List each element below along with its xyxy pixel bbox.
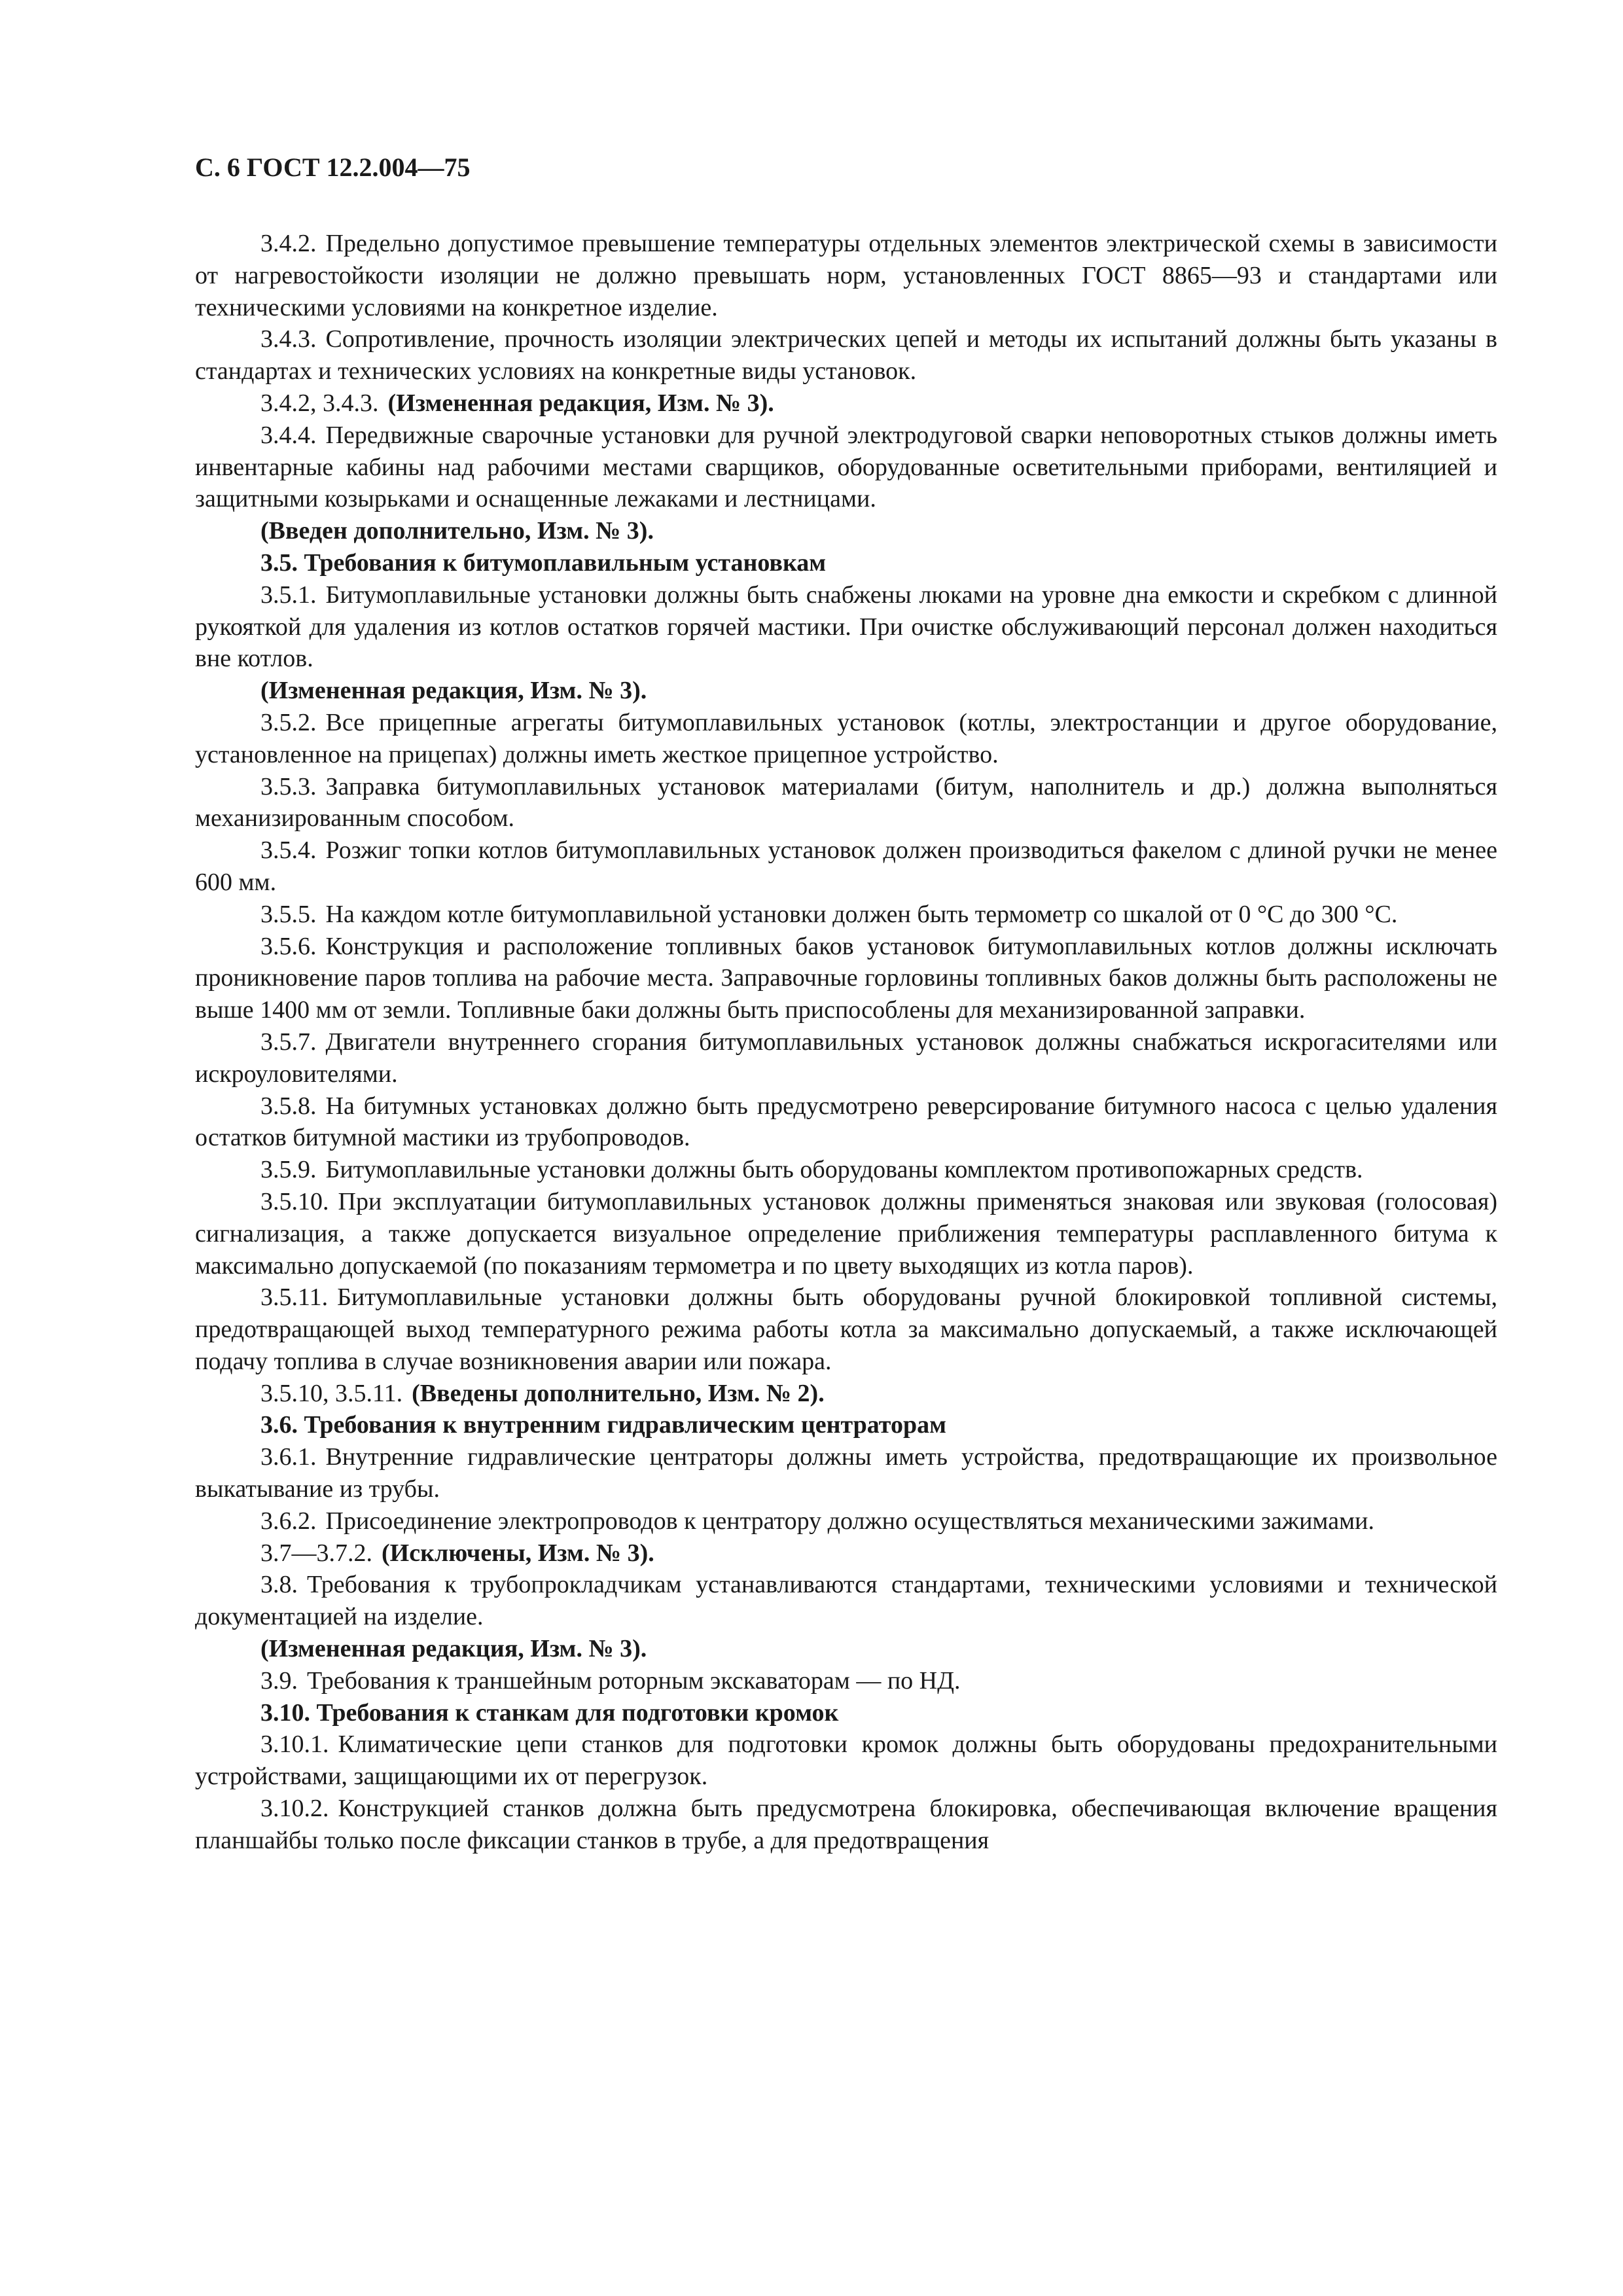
clause-text: Конструкция и расположение топливных баков установок битумоплавильных котлов должны исключать проникновение паров топлива на рабочие места. Заправочные горловины топливных баков должны быть расположены не выше 1400 мм от земли. Топливные баки должны быть приспособлены для механизированной заправки.	[195, 932, 1497, 1024]
section-heading-3-10	[195, 1697, 1497, 1729]
paragraph-3-5-11	[195, 1282, 1497, 1377]
clause-number: 3.5.9.	[260, 1156, 317, 1184]
section-heading-text: 3.5. Требования к битумоплавильным установкам	[260, 548, 827, 577]
clause-number: 3.5.11.	[260, 1283, 329, 1312]
amendment-note	[195, 1633, 1497, 1665]
paragraph-3-5-9	[195, 1154, 1497, 1186]
clause-number: 3.5.8.	[260, 1092, 317, 1120]
amendment-text: (Измененная редакция, Изм. № 3).	[260, 1635, 647, 1663]
clause-number: 3.9.	[260, 1666, 298, 1695]
clause-text: Предельно допустимое превышение температуры отдельных элементов электрической схемы в зависимости от нагревостойкости изоляции не должно превышать норм, установленных ГОСТ 8865—93 и стандартами или техническими условиями на конкретное изделие.	[195, 230, 1497, 321]
paragraph-3-5-7	[195, 1026, 1497, 1090]
amendment-note	[195, 1378, 1497, 1410]
amendment-text: (Измененная редакция, Изм. № 3).	[260, 677, 647, 705]
paragraph-3-10-2	[195, 1793, 1497, 1857]
clause-number: 3.4.3.	[260, 325, 317, 353]
page-header: С. 6 ГОСТ 12.2.004—75	[195, 152, 471, 182]
clause-number: 3.10.2.	[260, 1795, 329, 1823]
clause-number: 3.7—3.7.2.	[260, 1539, 372, 1567]
clause-number: 3.5.7.	[260, 1028, 317, 1056]
amendment-text: (Исключены, Изм. № 3).	[382, 1539, 654, 1567]
paragraph-3-8	[195, 1569, 1497, 1633]
clause-number: 3.4.2, 3.4.3.	[260, 389, 379, 417]
clause-text: Битумоплавильные установки должны быть оборудованы комплектом противопожарных средств.	[325, 1156, 1363, 1184]
clause-text: Все прицепные агрегаты битумоплавильных установок (котлы, электростанции и другое оборудование, установленное на прицепах) должны иметь жесткое прицепное устройство.	[195, 708, 1497, 768]
clause-text: При эксплуатации битумоплавильных установок должны применяться знаковая или звуковая (голосовая) сигнализация, а также допускается визуальное определение приближения температуры расплавленного битума к максимально допускаемой (по показаниям термометра и по цвету выходящих из котла паров).	[195, 1187, 1497, 1280]
paragraph-3-9	[195, 1665, 1497, 1697]
paragraph-3-6-2	[195, 1505, 1497, 1537]
section-heading-3-6	[195, 1409, 1497, 1441]
paragraph-3-5-8	[195, 1090, 1497, 1155]
paragraph-3-6-1	[195, 1441, 1497, 1505]
clause-number: 3.4.4.	[260, 421, 317, 449]
clause-number: 3.5.4.	[260, 836, 317, 865]
clause-text: Климатические цепи станков для подготовки кромок должны быть оборудованы предохранительными устройствами, защищающими их от перегрузок.	[195, 1731, 1497, 1791]
clause-text: Битумоплавильные установки должны быть оборудованы ручной блокировкой топливной системы, предотвращающей выход температурного режима работы котла за максимально допускаемый, а также исключающей подачу топлива в случае возникновения аварии или пожара.	[195, 1283, 1497, 1375]
clause-text: На каждом котле битумоплавильной установки должен быть термометр со шкалой от 0 °С до 300 °С.	[325, 900, 1398, 928]
paragraph-3-10-1	[195, 1729, 1497, 1793]
amendment-text: (Введен дополнительно, Изм. № 3).	[260, 517, 654, 545]
clause-text: Двигатели внутреннего сгорания битумоплавильных установок должны снабжаться искрогасителями или искроуловителями.	[195, 1028, 1497, 1088]
amendment-note	[195, 515, 1497, 547]
clause-number: 3.5.2.	[260, 708, 317, 736]
paragraph-3-5-3	[195, 771, 1497, 835]
clause-text: Битумоплавильные установки должны быть снабжены люками на уровне дна емкости и скребком с длинной рукояткой для удаления из котлов остатков горячей мастики. При очистке обслуживающий персонал должен находиться вне котлов.	[195, 581, 1497, 673]
amendment-note	[195, 675, 1497, 707]
clause-number: 3.4.2.	[260, 230, 317, 257]
clause-text: Конструкцией станков должна быть предусмотрена блокировка, обеспечивающая включение вращения планшайбы только после фиксации станков в трубе, а для предотвращения	[195, 1795, 1497, 1854]
section-heading-3-5	[195, 547, 1497, 579]
clause-number: 3.5.10, 3.5.11.	[260, 1379, 403, 1407]
paragraph-3-5-10	[195, 1186, 1497, 1282]
amendment-note	[195, 387, 1497, 420]
amendment-text: (Введены дополнительно, Изм. № 2).	[412, 1379, 825, 1407]
clause-text: Присоединение электропроводов к центратору должно осуществляться механическими зажимами.	[325, 1507, 1374, 1535]
clause-text: Передвижные сварочные установки для ручной электродуговой сварки неповоротных стыков должны иметь инвентарные кабины над рабочими местами сварщиков, оборудованные осветительными приборами, вентиляцией и защитными козырьками и оснащенные лежаками и лестницами.	[195, 421, 1497, 513]
section-heading-text: 3.10. Требования к станкам для подготовки кромок	[260, 1698, 839, 1727]
section-heading-text: 3.6. Требования к внутренним гидравлическим центраторам	[260, 1411, 946, 1439]
amendment-text: (Измененная редакция, Изм. № 3).	[387, 389, 774, 417]
paragraph-3-5-4	[195, 834, 1497, 899]
paragraph-3-4-3	[195, 323, 1497, 387]
clause-text: Требования к траншейным роторным экскаваторам — по НД.	[307, 1666, 961, 1695]
clause-text: Заправка битумоплавильных установок материалами (битум, наполнитель и др.) должна выполняться механизированным способом.	[195, 772, 1497, 833]
paragraph-3-4-4	[195, 420, 1497, 515]
clause-number: 3.5.6.	[260, 932, 317, 960]
clause-number: 3.6.1.	[260, 1443, 317, 1471]
clause-text: Сопротивление, прочность изоляции электрических цепей и методы их испытаний должны быть указаны в стандартах и технических условиях на конкретные виды установок.	[195, 325, 1497, 386]
clause-number: 3.5.5.	[260, 900, 317, 928]
paragraph-3-5-6	[195, 931, 1497, 1026]
clause-number: 3.5.3.	[260, 772, 317, 800]
clause-text: Требования к трубопрокладчикам устанавливаются стандартами, техническими условиями и технической документацией на изделие.	[195, 1571, 1497, 1631]
paragraph-3-5-1	[195, 579, 1497, 675]
paragraph-3-5-2	[195, 707, 1497, 771]
clause-text: На битумных установках должно быть предусмотрено реверсирование битумного насоса с целью удаления остатков битумной мастики из трубопроводов.	[195, 1092, 1497, 1152]
amendment-note	[195, 1537, 1497, 1570]
paragraph-3-4-2	[195, 228, 1497, 323]
clause-number: 3.6.2.	[260, 1507, 317, 1535]
clause-number: 3.5.10.	[260, 1187, 329, 1215]
clause-number: 3.8.	[260, 1571, 298, 1599]
clause-number: 3.10.1.	[260, 1731, 329, 1759]
clause-text: Внутренние гидравлические центраторы должны иметь устройства, предотвращающие их произвольное выкатывание из трубы.	[195, 1443, 1497, 1503]
document-body	[195, 228, 1497, 1857]
paragraph-3-5-5	[195, 899, 1497, 931]
clause-text: Розжиг топки котлов битумоплавильных установок должен производиться факелом с длиной ручки не менее 600 мм.	[195, 836, 1497, 896]
clause-number: 3.5.1.	[260, 581, 317, 609]
